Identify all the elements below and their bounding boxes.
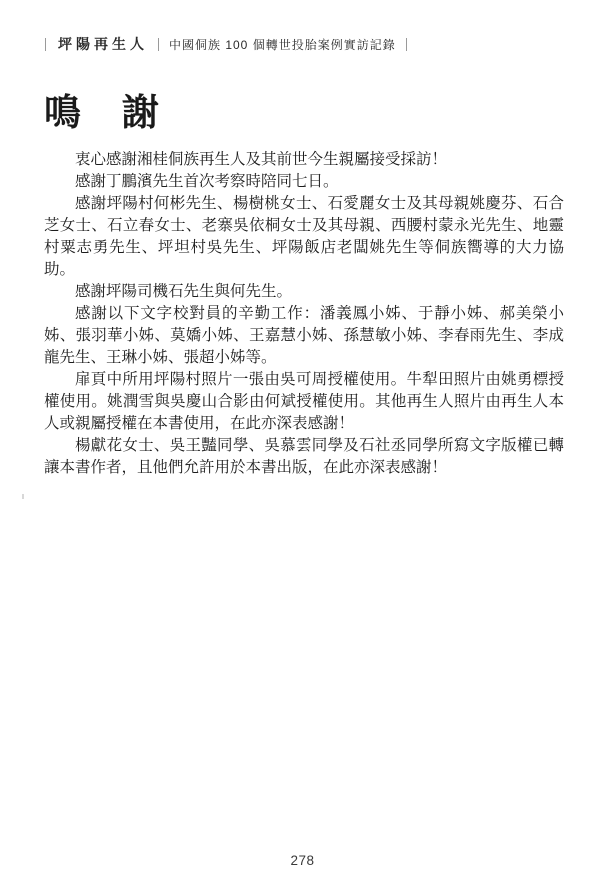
paragraph: 感謝以下文字校對員的辛勤工作：潘義鳳小姊、于靜小姊、郝美榮小姊、張羽華小姊、莫嬌小姊、王嘉慧小姊、孫慧敏小姊、李春雨先生、李成龍先生、王琳小姊、張超小姊等。 xyxy=(44,304,564,366)
running-header-book-subtitle: 中國侗族 100 個轉世投胎案例實訪記錄 xyxy=(169,37,396,52)
separator-bar-icon xyxy=(45,38,46,51)
chapter-title: 鳴 謝 xyxy=(44,90,173,134)
paragraph: 感謝坪陽村何彬先生、楊樹桃女士、石愛麗女士及其母親姚慶芬、石合芝女士、石立春女士、老寨吳依桐女士及其母親、西腰村蒙永光先生、地靈村粟志勇先生、坪坦村吳先生、坪陽飯店老闆姚先生等侗族嚮導的大力協助。 xyxy=(44,194,564,278)
separator-bar-icon xyxy=(406,38,407,51)
running-header xyxy=(45,34,407,54)
paragraph: 衷心感謝湘桂侗族再生人及其前世今生親屬接受採訪！ xyxy=(75,150,448,168)
paragraph: 扉頁中所用坪陽村照片一張由吳可周授權使用。牛犁田照片由姚勇標授權使用。姚潤雪與吳慶山合影由何斌授權使用。其他再生人照片由再生人本人或親屬授權在本書使用，在此亦深表感謝！ xyxy=(44,370,564,432)
body-text xyxy=(44,148,564,478)
scan-artifact xyxy=(22,494,24,499)
running-header-book-title: 坪陽再生人 xyxy=(58,37,148,53)
paragraph: 感謝坪陽司機石先生與何先生。 xyxy=(75,282,293,300)
separator-bar-icon xyxy=(158,38,159,51)
page-number: 278 xyxy=(290,853,315,868)
paragraph: 楊獻花女士、吳王豔同學、吳慕雲同學及石社丞同學所寫文字版權已轉讓本書作者，且他們允許用於本書出版，在此亦深表感謝！ xyxy=(44,436,564,476)
paragraph: 感謝丁鵬濱先生首次考察時陪同七日。 xyxy=(75,172,339,190)
